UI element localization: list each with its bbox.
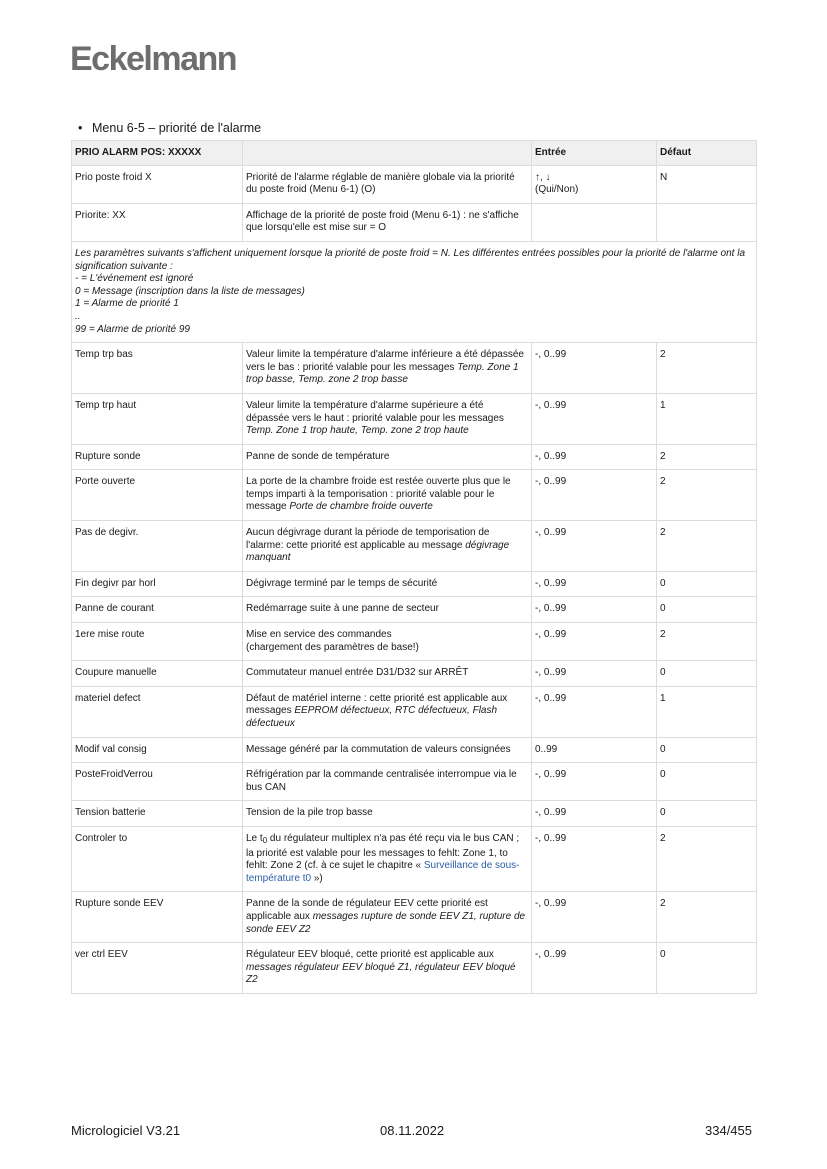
param-desc — [243, 444, 532, 470]
brand-logo: Eckelmann — [70, 40, 237, 78]
param-desc: Priorité de l'alarme réglable de manière globale via la priorité du poste froid (Menu 6-1) (O) — [243, 165, 532, 203]
param-name: Priorite: XX — [72, 203, 243, 241]
desc-text: Dégivrage terminé par le temps de sécurité — [246, 577, 438, 589]
param-default: 2 — [657, 623, 757, 661]
param-default: 0 — [657, 801, 757, 827]
param-name: Rupture sonde — [72, 444, 243, 470]
desc-message-names: dégivrage manquant — [246, 539, 510, 564]
desc-text: Valeur limite la température d'alarme inférieure a été dépassée vers le bas : priorité valable pour les messages — [246, 349, 524, 373]
desc-message-names: messages régulateur EEV bloqué Z1, régulateur EEV bloqué Z2 — [246, 961, 516, 986]
param-desc — [243, 343, 532, 394]
table-row — [72, 444, 757, 470]
desc-text: Valeur limite la température d'alarme supérieure a été dépassée vers le haut : priorité valable pour les messages — [246, 399, 504, 424]
desc-text: Réfrigération par la commande centralisée interrompue via le bus CAN — [246, 769, 517, 793]
header-default: Défaut — [657, 141, 757, 166]
note-line: 99 = Alarme de priorité 99 — [75, 323, 190, 335]
param-name: 1ere mise route — [72, 623, 243, 661]
param-desc — [243, 661, 532, 687]
note-cell — [72, 241, 757, 342]
param-name: ver ctrl EEV — [72, 943, 243, 994]
param-default: 1 — [657, 393, 757, 444]
param-default: 0 — [657, 763, 757, 801]
param-entry: -, 0..99 — [532, 393, 657, 444]
param-entry: -, 0..99 — [532, 801, 657, 827]
param-default: 0 — [657, 571, 757, 597]
desc-text: La porte de la chambre froide est restée ouverte plus que le temps imparti à la temporisation : priorité valable pour le message — [246, 476, 511, 513]
footer-date: 08.11.2022 — [380, 1123, 445, 1138]
table-row — [72, 343, 757, 394]
desc-part: du régulateur multiplex n'a pas été reçu via le bus CAN ; la priorité est valable pour les messages to fehlt: Zone 1, to fehlt: Zone 2 (cf. à ce sujet le chapitre « — [246, 832, 520, 872]
desc-text: Commutateur manuel entrée D31/D32 sur ARRÊT — [246, 667, 469, 679]
param-name: Fin degivr par horl — [72, 571, 243, 597]
param-desc — [243, 470, 532, 521]
param-default — [657, 203, 757, 241]
param-desc — [243, 892, 532, 943]
bullet-icon: • — [78, 121, 83, 135]
desc-message-names: Temp. Zone 1 trop basse, Temp. zone 2 trop basse — [246, 361, 519, 386]
param-desc — [243, 521, 532, 572]
param-entry: -, 0..99 — [532, 763, 657, 801]
desc-text: Tension de la pile trop basse — [246, 807, 373, 819]
table-row — [72, 943, 757, 994]
table-row — [72, 571, 757, 597]
param-name: Rupture sonde EEV — [72, 892, 243, 943]
desc-text: Panne de sonde de température — [246, 450, 390, 462]
param-desc — [243, 763, 532, 801]
footer-firmware: Micrologiciel V3.21 — [71, 1123, 181, 1138]
desc-text: Redémarrage suite à une panne de secteur — [246, 603, 439, 615]
desc-message-names: Temp. Zone 1 trop haute, Temp. zone 2 trop haute — [246, 425, 469, 437]
footer-page-number: 334/455 — [705, 1123, 752, 1138]
param-name: Controler to — [72, 826, 243, 891]
section-title: Menu 6-5 – priorité de l'alarme — [92, 121, 262, 135]
table-row — [72, 521, 757, 572]
desc-subscript: 0 — [262, 835, 268, 845]
table-header-row — [72, 141, 757, 166]
note-row — [72, 241, 757, 342]
desc-message-names: Porte de chambre froide ouverte — [289, 501, 433, 513]
param-name: materiel defect — [72, 686, 243, 737]
param-entry: -, 0..99 — [532, 444, 657, 470]
desc-text: Défaut de matériel interne : cette priorité est applicable aux messages — [246, 692, 508, 717]
entry-arrows: ↑, ↓ — [535, 171, 551, 183]
table-row — [72, 801, 757, 827]
param-default: 2 — [657, 521, 757, 572]
param-desc — [243, 737, 532, 763]
param-entry: -, 0..99 — [532, 686, 657, 737]
table-row — [72, 165, 757, 203]
param-entry: -, 0..99 — [532, 470, 657, 521]
note-line: Les paramètres suivants s'affichent uniquement lorsque la priorité de poste froid = N. Les différentes entrées possibles pour la priorité de l'alarme ont la signification suivante : — [75, 247, 746, 272]
alarm-priority-table — [71, 140, 757, 994]
param-name: Modif val consig — [72, 737, 243, 763]
param-name: Prio poste froid X — [72, 165, 243, 203]
desc-text: Régulateur EEV bloqué, cette priorité est applicable aux — [246, 949, 494, 961]
desc-text: Message généré par la commutation de valeurs consignées — [246, 743, 511, 755]
param-default: 1 — [657, 686, 757, 737]
desc-text: (chargement des paramètres de base!) — [246, 641, 419, 653]
param-default: N — [657, 165, 757, 203]
param-name: Porte ouverte — [72, 470, 243, 521]
param-default: 2 — [657, 444, 757, 470]
param-entry: -, 0..99 — [532, 826, 657, 891]
param-default: 0 — [657, 661, 757, 687]
note-line: - = L'événement est ignoré — [75, 273, 194, 285]
table-row — [72, 470, 757, 521]
param-entry: -, 0..99 — [532, 892, 657, 943]
table-row — [72, 661, 757, 687]
table-row — [72, 393, 757, 444]
param-name: Coupure manuelle — [72, 661, 243, 687]
desc-text: Panne de la sonde de régulateur EEV cette priorité est applicable aux — [246, 898, 488, 922]
table-row — [72, 892, 757, 943]
param-name: Pas de degivr. — [72, 521, 243, 572]
param-default: 2 — [657, 470, 757, 521]
desc-part: Le t — [246, 832, 263, 844]
param-desc — [243, 393, 532, 444]
param-desc — [243, 826, 532, 891]
param-desc — [243, 571, 532, 597]
table-row — [72, 597, 757, 623]
param-default: 0 — [657, 737, 757, 763]
desc-text: Aucun dégivrage durant la période de temporisation de l'alarme: cette priorité est applicable au message — [246, 527, 490, 551]
param-entry: -, 0..99 — [532, 343, 657, 394]
param-entry: -, 0..99 — [532, 943, 657, 994]
param-default: 2 — [657, 892, 757, 943]
header-param: PRIO ALARM POS: XXXXX — [72, 141, 243, 166]
note-line: 1 = Alarme de priorité 1 — [75, 298, 179, 310]
param-desc — [243, 686, 532, 737]
param-desc: Affichage de la priorité de poste froid (Menu 6-1) : ne s'affiche que lorsqu'elle est mise sur = O — [243, 203, 532, 241]
table-row — [72, 203, 757, 241]
desc-text: Mise en service des commandes — [246, 629, 392, 641]
param-entry — [532, 203, 657, 241]
param-entry: -, 0..99 — [532, 571, 657, 597]
desc-message-names: messages rupture de sonde EEV Z1, rupture de sonde EEV Z2 — [246, 910, 526, 935]
table-row — [72, 737, 757, 763]
param-default: 0 — [657, 597, 757, 623]
section-heading — [78, 121, 261, 135]
param-desc — [243, 801, 532, 827]
bottom-rows — [72, 892, 757, 994]
note-line: 0 = Message (inscription dans la liste de messages) — [75, 285, 305, 297]
param-name: Temp trp haut — [72, 393, 243, 444]
desc-message-names: EEPROM défectueux, RTC défectueux, Flash défectueux — [246, 705, 498, 729]
param-desc — [243, 597, 532, 623]
main-rows — [72, 343, 757, 827]
entry-options: (Qui/Non) — [535, 184, 579, 196]
param-default: 0 — [657, 943, 757, 994]
table-row — [72, 623, 757, 661]
table-row — [72, 686, 757, 737]
param-entry: -, 0..99 — [532, 597, 657, 623]
desc-part: ») — [311, 872, 323, 884]
table-row — [72, 763, 757, 801]
header-entry: Entrée — [532, 141, 657, 166]
param-name: Temp trp bas — [72, 343, 243, 394]
note-line: .. — [75, 310, 81, 322]
param-desc — [243, 943, 532, 994]
param-entry: 0..99 — [532, 737, 657, 763]
param-entry: -, 0..99 — [532, 623, 657, 661]
param-entry: -, 0..99 — [532, 521, 657, 572]
param-default: 2 — [657, 826, 757, 891]
param-entry — [532, 165, 657, 203]
param-name: Tension batterie — [72, 801, 243, 827]
header-desc — [243, 141, 532, 166]
param-default: 2 — [657, 343, 757, 394]
param-name: Panne de courant — [72, 597, 243, 623]
table-row — [72, 826, 757, 891]
param-desc — [243, 623, 532, 661]
chapter-link[interactable]: Surveillance de sous-température t0 — [246, 860, 520, 884]
param-entry: -, 0..99 — [532, 661, 657, 687]
param-name: PosteFroidVerrou — [72, 763, 243, 801]
